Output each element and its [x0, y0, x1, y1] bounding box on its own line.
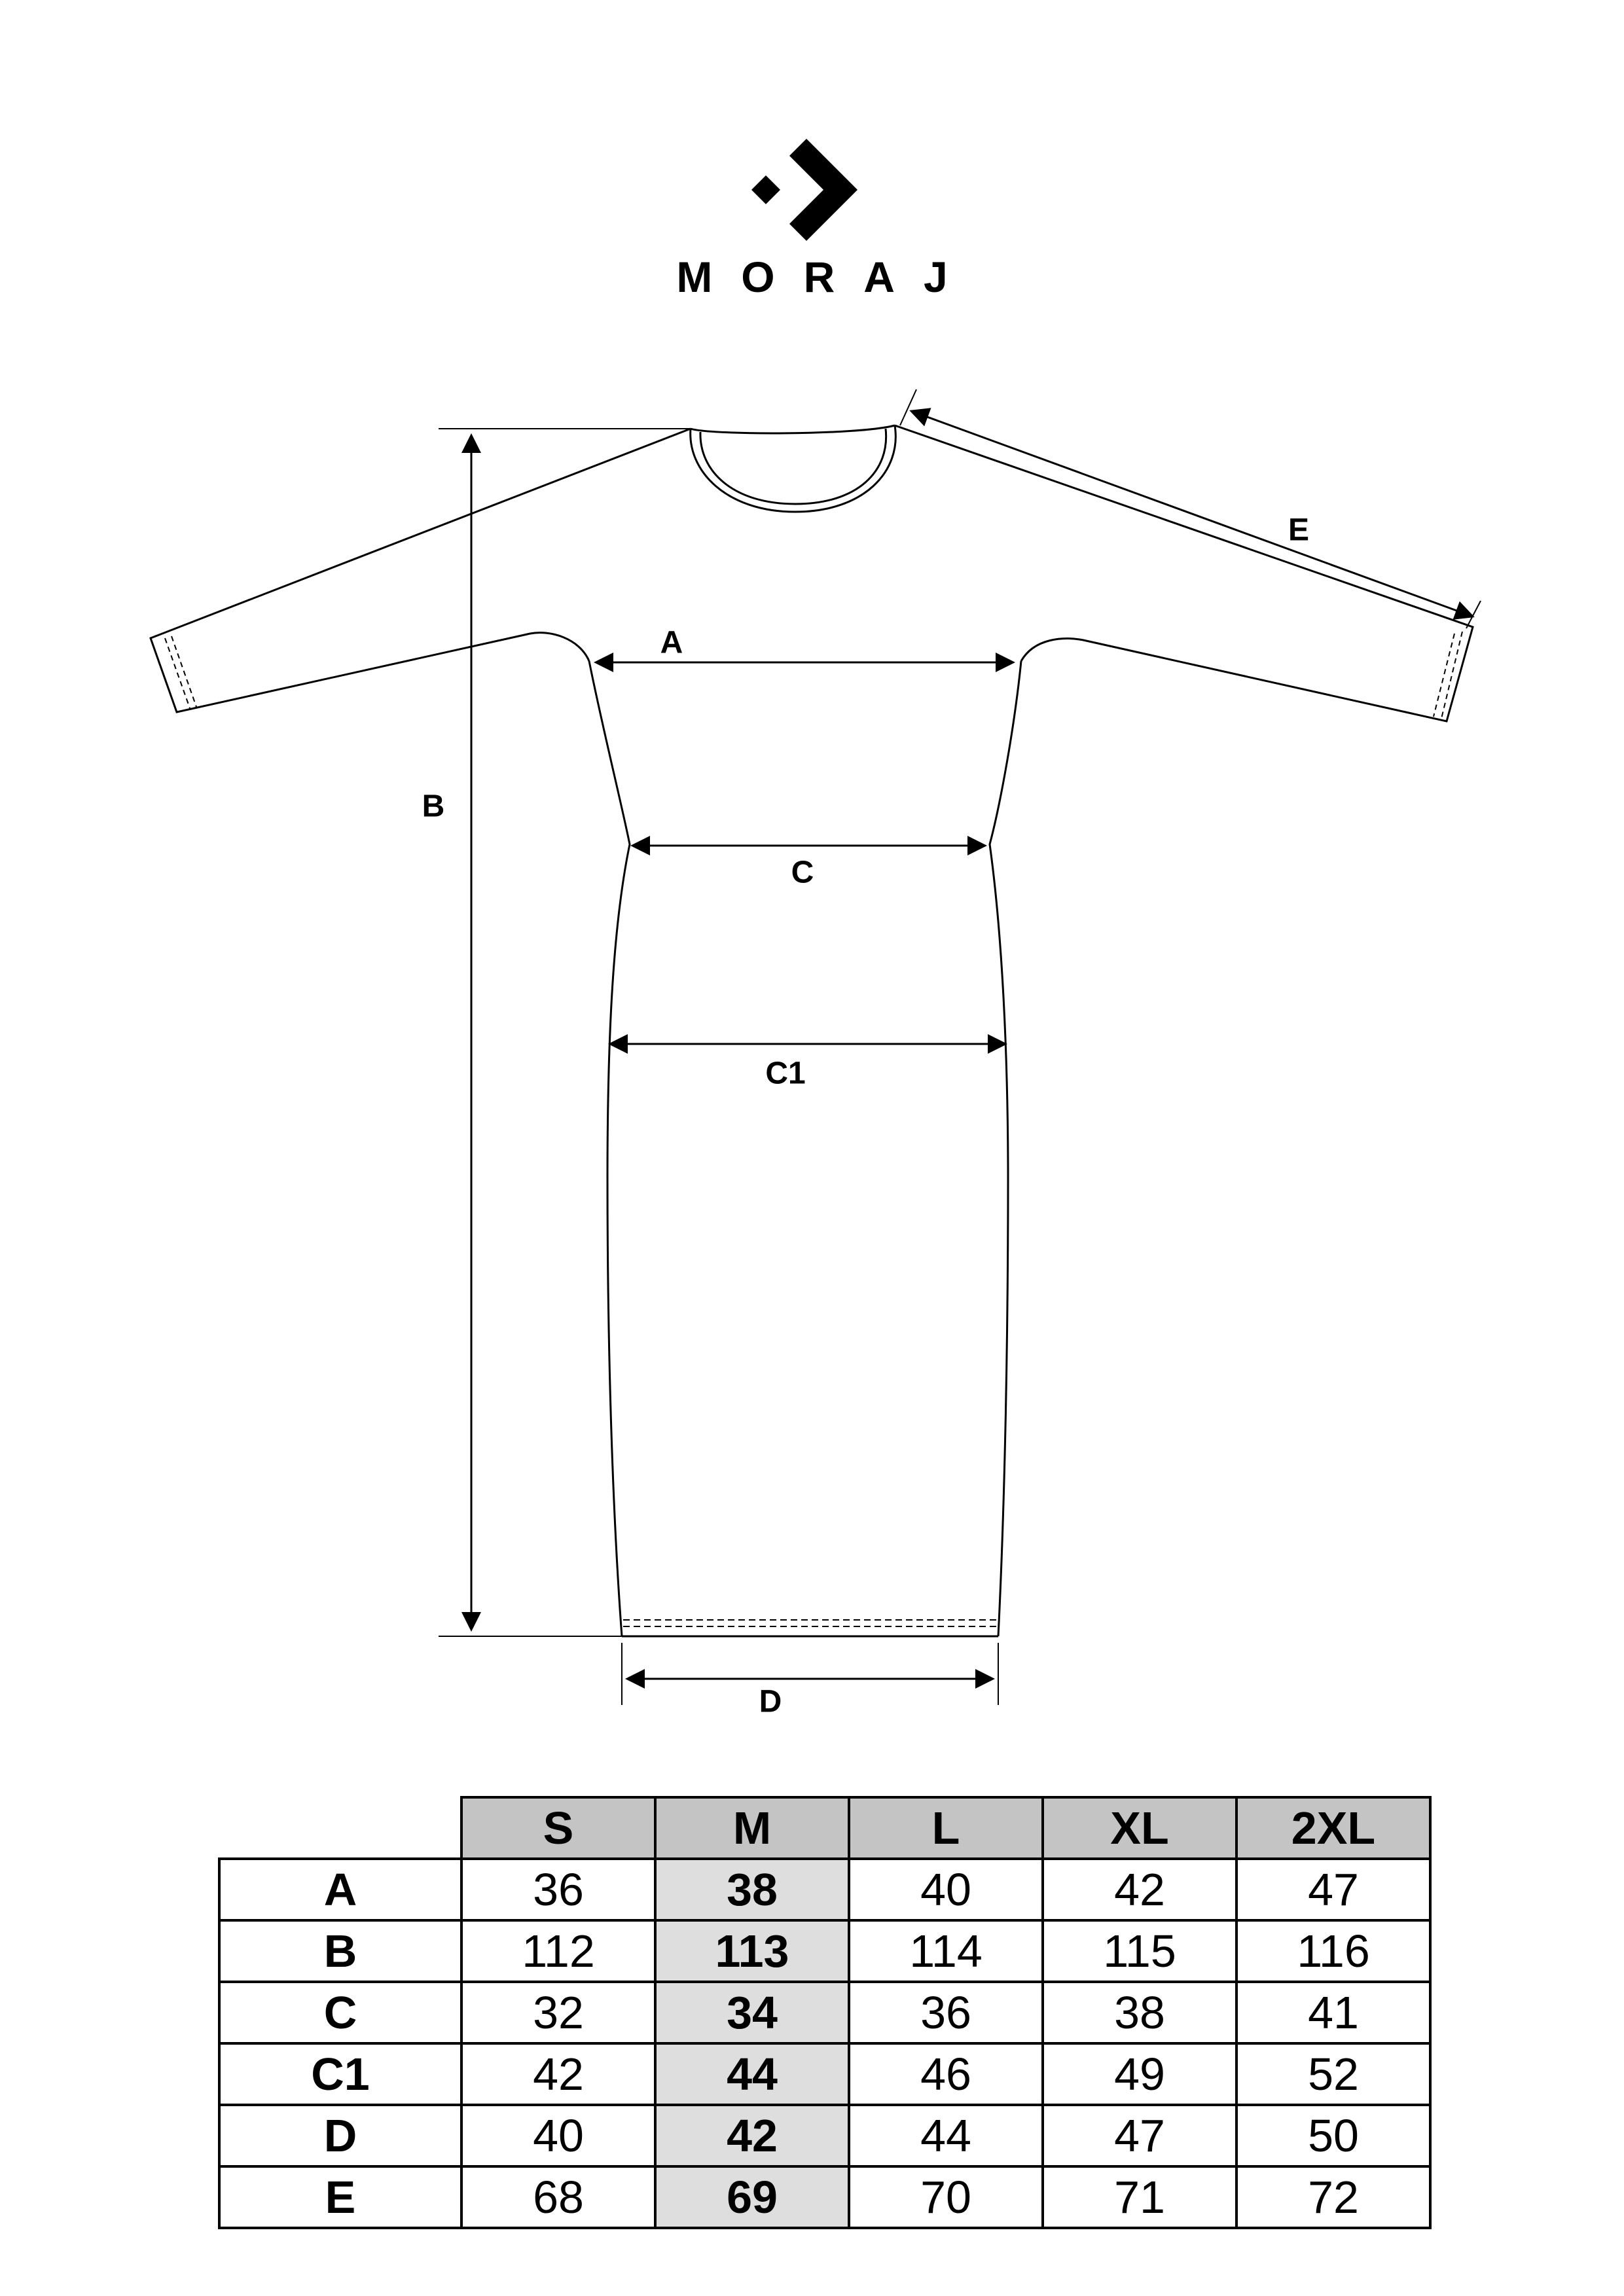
right-sleeve [895, 425, 1473, 721]
table-cell: 52 [1236, 2043, 1430, 2105]
left-sleeve [151, 429, 691, 712]
table-cell: 68 [461, 2166, 655, 2228]
row-label: E [219, 2166, 461, 2228]
table-cell: 112 [461, 1920, 655, 1982]
table-cell: 69 [655, 2166, 849, 2228]
table-cell: 36 [849, 1982, 1043, 2043]
table-cell: 42 [655, 2105, 849, 2166]
table-cell: 47 [1236, 1859, 1430, 1920]
table-cell: 40 [849, 1859, 1043, 1920]
neckline [691, 425, 895, 433]
table-cell: 115 [1043, 1920, 1236, 1982]
table-row [219, 1920, 1430, 1982]
brand-name: MORAJ [676, 253, 977, 301]
table-cell: 47 [1043, 2105, 1236, 2166]
table-cell: 113 [655, 1920, 849, 1982]
table-header-cell: M [655, 1797, 849, 1859]
table-header-cell: L [849, 1797, 1043, 1859]
table-cell: 40 [461, 2105, 655, 2166]
table-corner [219, 1797, 461, 1859]
label-b: B [422, 789, 445, 824]
table-row [219, 2105, 1430, 2166]
table-cell: 34 [655, 1982, 849, 2043]
table-cell: 41 [1236, 1982, 1430, 2043]
label-a: A [660, 625, 683, 660]
table-cell: 44 [849, 2105, 1043, 2166]
table-row [219, 2043, 1430, 2105]
right-side-seam [990, 661, 1021, 1636]
size-table [218, 1796, 1432, 2229]
table-cell: 116 [1236, 1920, 1430, 1982]
label-c: C [791, 855, 814, 890]
row-label: C [219, 1982, 461, 2043]
table-header-cell: XL [1043, 1797, 1236, 1859]
table-cell: 49 [1043, 2043, 1236, 2105]
table-row [219, 1859, 1430, 1920]
table-cell: 36 [461, 1859, 655, 1920]
left-side-seam [589, 661, 630, 1636]
neckline-inner [691, 425, 896, 512]
table-row [219, 1982, 1430, 2043]
table-cell: 38 [655, 1859, 849, 1920]
table-cell: 42 [461, 2043, 655, 2105]
table-cell: 46 [849, 2043, 1043, 2105]
table-cell: 42 [1043, 1859, 1236, 1920]
table-header-cell: 2XL [1236, 1797, 1430, 1859]
row-label: A [219, 1859, 461, 1920]
table-row [219, 2166, 1430, 2228]
table-header-row [219, 1797, 1430, 1859]
table-cell: 38 [1043, 1982, 1236, 2043]
table-cell: 50 [1236, 2105, 1430, 2166]
table-cell: 72 [1236, 2166, 1430, 2228]
table-cell: 114 [849, 1920, 1043, 1982]
table-cell: 70 [849, 2166, 1043, 2228]
table-cell: 32 [461, 1982, 655, 2043]
label-d: D [759, 1684, 782, 1719]
dimension-e-line [911, 411, 1473, 617]
row-label: D [219, 2105, 461, 2166]
table-cell: 44 [655, 2043, 849, 2105]
label-c1: C1 [765, 1056, 806, 1091]
table-cell: 71 [1043, 2166, 1236, 2228]
row-label: B [219, 1920, 461, 1982]
row-label: C1 [219, 2043, 461, 2105]
table-header-cell: S [461, 1797, 655, 1859]
label-e: E [1288, 512, 1310, 548]
